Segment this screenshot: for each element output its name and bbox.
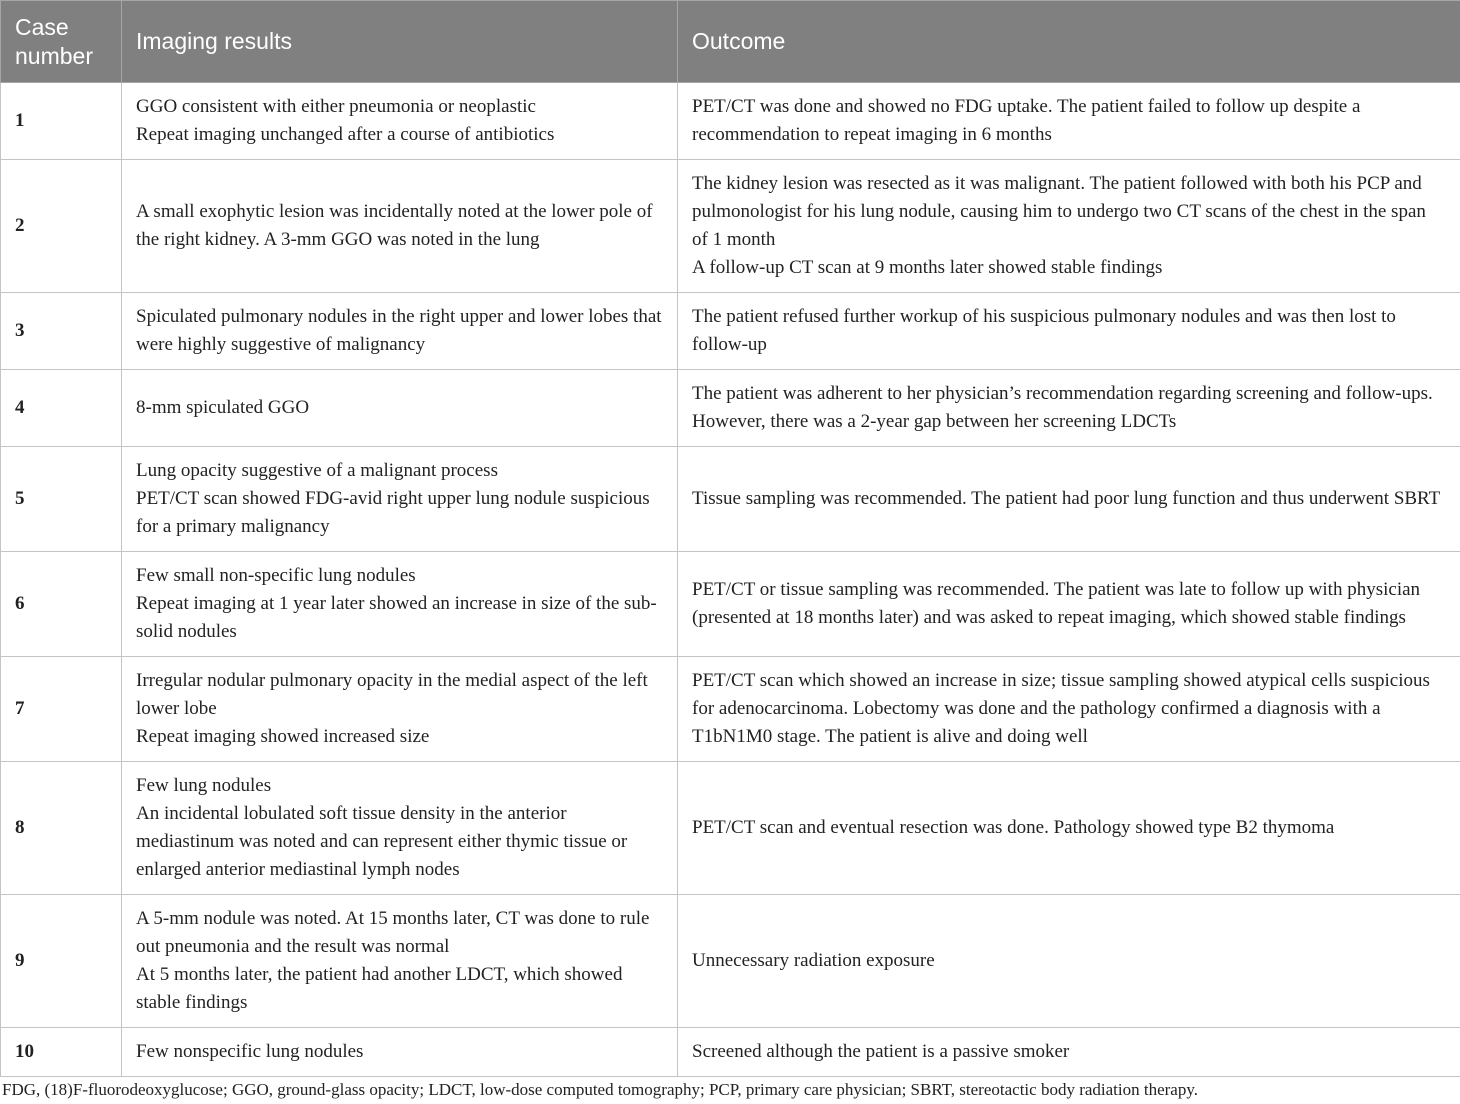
imaging-results-cell bbox=[122, 370, 678, 447]
table-row bbox=[1, 160, 1460, 293]
imaging-results-cell bbox=[122, 83, 678, 160]
cell-text-line: Few small non-specific lung nodules bbox=[136, 565, 416, 586]
outcome-cell bbox=[678, 447, 1460, 552]
table-row bbox=[1, 1028, 1460, 1077]
cell-text-line: At 5 months later, the patient had another LDCT, which showed stable findings bbox=[136, 964, 623, 1013]
table-row bbox=[1, 83, 1460, 160]
cell-text-line: The patient refused further workup of his suspicious pulmonary nodules and was then lost to follow-up bbox=[692, 306, 1396, 355]
imaging-results-cell bbox=[122, 1028, 678, 1077]
cell-text-line: PET/CT or tissue sampling was recommended. The patient was late to follow up with physician (presented at 18 months later) and was asked to repeat imaging, which showed stable findings bbox=[692, 579, 1421, 628]
table-row bbox=[1, 762, 1460, 895]
case-number-cell: 4 bbox=[1, 370, 122, 447]
outcome-cell bbox=[678, 83, 1460, 160]
cell-text-line: Irregular nodular pulmonary opacity in the medial aspect of the left lower lobe bbox=[136, 670, 648, 719]
case-number-cell: 2 bbox=[1, 160, 122, 293]
table-row bbox=[1, 552, 1460, 657]
cell-text-line: The patient was adherent to her physician’s recommendation regarding screening and follow-ups. However, there was a 2-year gap between her screening LDCTs bbox=[692, 383, 1433, 432]
outcome-cell bbox=[678, 657, 1460, 762]
cell-text-line: Few lung nodules bbox=[136, 775, 272, 796]
table-footnote: FDG, (18)F-fluorodeoxyglucose; GGO, ground-glass opacity; LDCT, low-dose computed tomography; PCP, primary care physician; SBRT, stereotactic body radiation therapy. bbox=[2, 1080, 1198, 1099]
imaging-results-cell bbox=[122, 552, 678, 657]
cell-text-line: An incidental lobulated soft tissue density in the anterior mediastinum was noted and can represent either thymic tissue or enlarged anterior mediastinal lymph nodes bbox=[136, 803, 628, 880]
header-row bbox=[1, 1, 1460, 83]
header-case-number: Case number bbox=[1, 1, 122, 83]
cell-text-line: Repeat imaging at 1 year later showed an increase in size of the sub-solid nodules bbox=[136, 593, 657, 642]
outcome-cell bbox=[678, 1028, 1460, 1077]
cell-text-line: Lung opacity suggestive of a malignant process bbox=[136, 460, 498, 481]
case-number-cell: 10 bbox=[1, 1028, 122, 1077]
cell-text-line: A follow-up CT scan at 9 months later showed stable findings bbox=[692, 257, 1163, 278]
outcome-cell bbox=[678, 762, 1460, 895]
imaging-results-cell bbox=[122, 293, 678, 370]
cell-text-line: Unnecessary radiation exposure bbox=[692, 950, 935, 971]
cell-text-line: Repeat imaging showed increased size bbox=[136, 726, 430, 747]
cell-text-line: 8-mm spiculated GGO bbox=[136, 397, 310, 418]
case-number-cell: 6 bbox=[1, 552, 122, 657]
case-number-cell: 5 bbox=[1, 447, 122, 552]
imaging-results-cell bbox=[122, 657, 678, 762]
header-imaging-results: Imaging results bbox=[122, 1, 678, 83]
cell-text-line: A 5-mm nodule was noted. At 15 months later, CT was done to rule out pneumonia and the result was normal bbox=[136, 908, 650, 957]
cell-text-line: GGO consistent with either pneumonia or neoplastic bbox=[136, 96, 536, 117]
cell-text-line: A small exophytic lesion was incidentally noted at the lower pole of the right kidney. A 3-mm GGO was noted in the lung bbox=[136, 201, 653, 250]
cell-text-line: Tissue sampling was recommended. The patient had poor lung function and thus underwent SBRT bbox=[692, 488, 1441, 509]
outcome-cell bbox=[678, 895, 1460, 1028]
imaging-results-cell bbox=[122, 895, 678, 1028]
table-row bbox=[1, 447, 1460, 552]
case-number-cell: 1 bbox=[1, 83, 122, 160]
cell-text-line: PET/CT scan which showed an increase in size; tissue sampling showed atypical cells suspicious for adenocarcinoma. Lobectomy was done and the pathology confirmed a diagnosis with a T1bN1M0 stage. The patient is alive and doing well bbox=[692, 670, 1430, 747]
imaging-results-cell bbox=[122, 762, 678, 895]
outcome-cell bbox=[678, 552, 1460, 657]
case-number-cell: 9 bbox=[1, 895, 122, 1028]
table-row bbox=[1, 370, 1460, 447]
cell-text-line: Screened although the patient is a passive smoker bbox=[692, 1041, 1070, 1062]
outcome-cell bbox=[678, 160, 1460, 293]
table-row bbox=[1, 895, 1460, 1028]
case-number-cell: 3 bbox=[1, 293, 122, 370]
case-number-cell: 7 bbox=[1, 657, 122, 762]
table-header bbox=[1, 1, 1460, 83]
cell-text-line: Spiculated pulmonary nodules in the right upper and lower lobes that were highly suggestive of malignancy bbox=[136, 306, 662, 355]
imaging-results-cell bbox=[122, 160, 678, 293]
cell-text-line: PET/CT scan showed FDG-avid right upper lung nodule suspicious for a primary malignancy bbox=[136, 488, 650, 537]
table-body bbox=[1, 83, 1460, 1077]
outcome-cell bbox=[678, 293, 1460, 370]
table-row bbox=[1, 657, 1460, 762]
imaging-results-cell bbox=[122, 447, 678, 552]
header-outcome: Outcome bbox=[678, 1, 1460, 83]
cell-text-line: PET/CT scan and eventual resection was done. Pathology showed type B2 thymoma bbox=[692, 817, 1335, 838]
table-row bbox=[1, 293, 1460, 370]
outcome-cell bbox=[678, 370, 1460, 447]
cell-text-line: The kidney lesion was resected as it was malignant. The patient followed with both his PCP and pulmonologist for his lung nodule, causing him to undergo two CT scans of the chest in the span of 1 month bbox=[692, 173, 1426, 250]
cell-text-line: Few nonspecific lung nodules bbox=[136, 1041, 364, 1062]
cell-text-line: PET/CT was done and showed no FDG uptake. The patient failed to follow up despite a recommendation to repeat imaging in 6 months bbox=[692, 96, 1361, 145]
cell-text-line: Repeat imaging unchanged after a course of antibiotics bbox=[136, 124, 555, 145]
case-number-cell: 8 bbox=[1, 762, 122, 895]
